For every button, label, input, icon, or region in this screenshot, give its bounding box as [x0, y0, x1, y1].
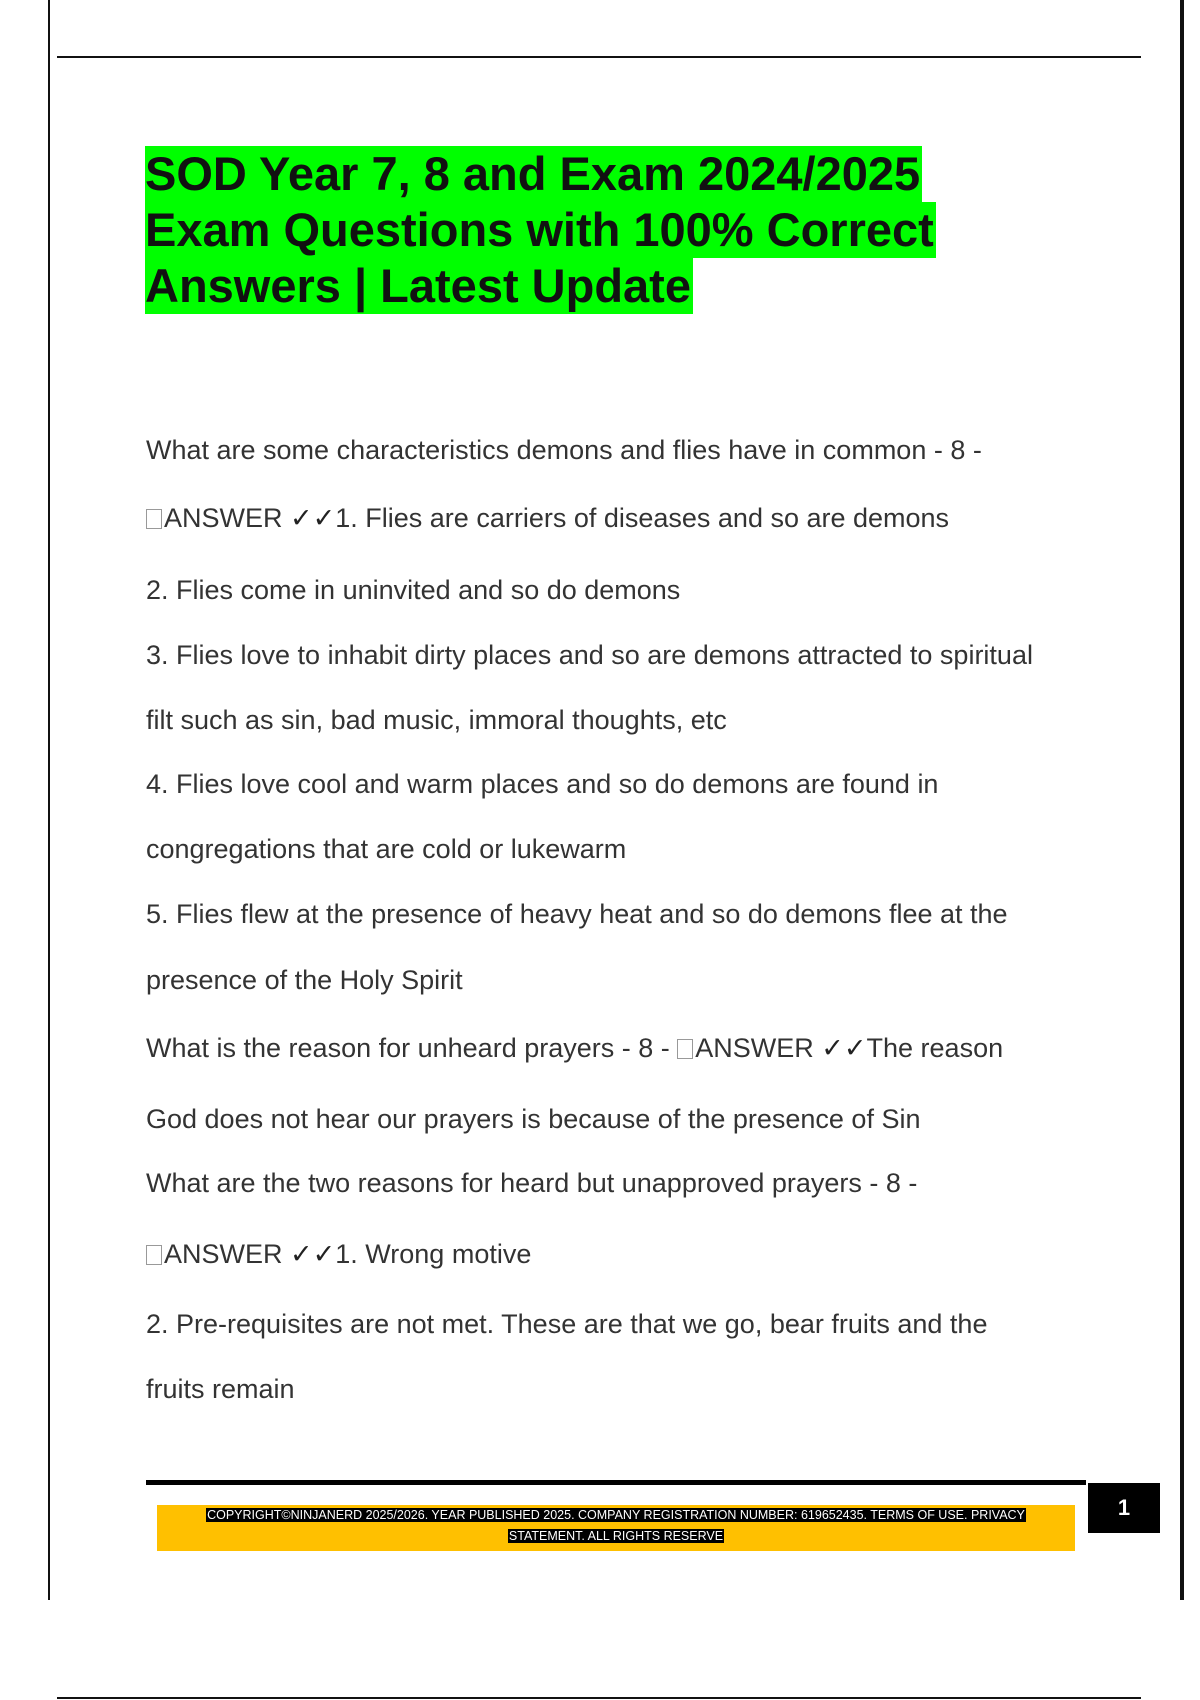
line-text: 1. Flies are carriers of diseases and so are demons — [335, 503, 950, 533]
question-text: What is the reason for unheard prayers - 8 - — [146, 1033, 678, 1063]
double-check-icon: ✓✓ — [290, 503, 336, 533]
line-text: The reason — [866, 1033, 1004, 1063]
page-left-border — [48, 0, 50, 1600]
line-text: 1. Wrong motive — [335, 1239, 532, 1269]
answer-1-item-5 — [146, 897, 1008, 931]
line-text: fruits remain — [146, 1374, 295, 1404]
answer-2-cont — [146, 1102, 920, 1136]
copyright-line-2: STATEMENT. ALL RIGHTS RESERVE — [508, 1529, 724, 1543]
line-text: 2. Flies come in uninvited and so do demons — [146, 575, 681, 605]
copyright-line-1: COPYRIGHT©NINJANERD 2025/2026. YEAR PUBLISHED 2025. COMPANY REGISTRATION NUMBER: 619652435. TERMS OF USE. PRIVACY — [207, 1508, 1025, 1522]
next-page-rule — [57, 1697, 1141, 1699]
answer-label: ANSWER — [164, 1239, 291, 1269]
answer-3-item-2 — [146, 1307, 987, 1341]
line-text: What are the two reasons for heard but unapproved prayers - 8 - — [146, 1168, 918, 1198]
line-text: 2. Pre-requisites are not met. These are that we go, bear fruits and the — [146, 1309, 988, 1339]
answer-3-line — [146, 1237, 531, 1271]
answer-3-item-2-cont — [146, 1372, 295, 1406]
answer-1-item-3-cont — [146, 703, 727, 737]
checkbox-glyph-icon — [146, 1245, 162, 1265]
line-text: What are some characteristics demons and flies have in common - 8 - — [146, 435, 982, 465]
answer-label: ANSWER — [164, 503, 291, 533]
title-line-1: SOD Year 7, 8 and Exam 2024/2025 — [145, 147, 921, 200]
line-text: presence of the Holy Spirit — [146, 965, 463, 995]
line-text: congregations that are cold or lukewarm — [146, 834, 627, 864]
question-3-text — [146, 1166, 917, 1200]
title-line-3: Answers | Latest Update — [145, 259, 691, 312]
line-text: filt such as sin, bad music, immoral thoughts, etc — [146, 705, 727, 735]
line-text: 4. Flies love cool and warm places and so do demons are found in — [146, 769, 939, 799]
line-text: God does not hear our prayers is because of the presence of Sin — [146, 1104, 921, 1134]
double-check-icon: ✓✓ — [821, 1033, 867, 1063]
answer-1-item-5-cont — [146, 963, 463, 997]
question-2-line — [146, 1031, 1003, 1065]
answer-1-item-4 — [146, 767, 938, 801]
copyright-text — [157, 1505, 1075, 1547]
checkbox-glyph-icon — [677, 1039, 693, 1059]
answer-label: ANSWER — [695, 1033, 822, 1063]
answer-1-line — [146, 501, 949, 535]
header-rule — [57, 56, 1141, 58]
answer-1-item-2 — [146, 573, 680, 607]
line-text: 5. Flies flew at the presence of heavy heat and so do demons flee at the — [146, 899, 1008, 929]
line-text: 3. Flies love to inhabit dirty places and so are demons attracted to spiritual — [146, 640, 1033, 670]
checkbox-glyph-icon — [146, 509, 162, 529]
copyright-banner — [157, 1505, 1075, 1551]
page-number: 1 — [1088, 1483, 1160, 1533]
answer-1-item-3 — [146, 638, 1033, 672]
question-1-text — [146, 433, 982, 467]
page-right-border — [1180, 0, 1184, 1600]
footer-rule — [146, 1480, 1086, 1485]
document-title — [145, 146, 936, 314]
answer-1-item-4-cont — [146, 832, 626, 866]
double-check-icon: ✓✓ — [290, 1239, 336, 1269]
title-line-2: Exam Questions with 100% Correct — [145, 203, 934, 256]
